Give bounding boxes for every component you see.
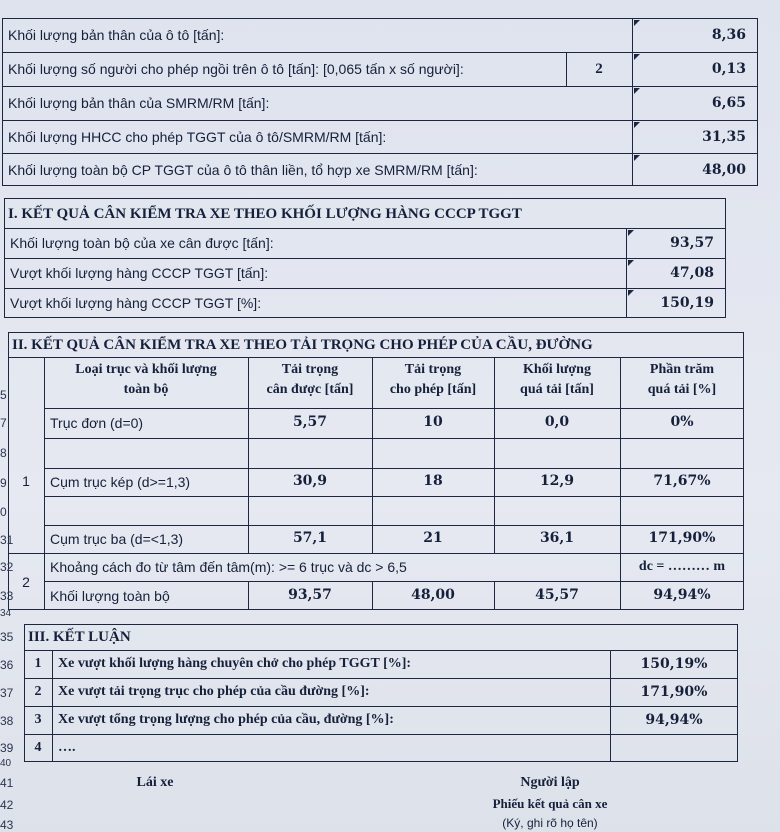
section2-title: II. KẾT QUẢ CÂN KIỂM TRA XE THEO TẢI TRỌNG CHO PHÉP CỦA CẦU, ĐƯỜNG [12,336,593,353]
conclusion-value[interactable] [610,734,738,762]
axle-group-number: 1 [22,472,30,489]
column-header-allowed: Tải trọng cho phép [tấn] [389,362,477,397]
slip-title: Phiếu kết quả cân xe [492,796,608,811]
column-header-axle-type: Loại trục và khối lượng toàn bộ [75,362,217,397]
axle-type: Cụm trục kép (d>=1,3) [50,474,191,490]
distance-value[interactable]: dc = ……… m [638,559,726,574]
section3-title: III. KẾT LUẬN [28,628,131,645]
top-row-label: Khối lượng bản thân của ô tô [tấn]: [8,27,225,43]
axle-weighed[interactable]: 57,1 [292,530,328,546]
preparer-signature-label: Người lập [520,775,580,790]
row-number: 41 [0,776,14,790]
row-number: 43 [0,818,14,832]
axle-allowed[interactable]: 18 [423,473,443,489]
axle-overload[interactable]: 36,1 [539,530,575,546]
row-number: 36 [0,658,14,672]
axle-percent[interactable]: 0% [670,414,694,430]
passenger-count[interactable]: 2 [595,60,603,77]
row-number: 40 [0,758,12,769]
total-overload[interactable]: 45,57 [535,587,579,603]
column-header-overload: Khối lượng quá tải [tấn] [520,362,594,397]
axle-percent[interactable]: 71,67% [653,473,711,489]
row-number: 9 [0,476,7,490]
conclusion-text: Xe vượt tải trọng trục cho phép của cầu đường [%]: [58,684,370,699]
axle-type: Trục đơn (d=0) [50,415,144,431]
total-type: Khối lượng toàn bộ [50,587,170,604]
row-number: 7 [0,416,7,430]
conclusion-number: 4 [34,740,42,755]
row-number: 33 [0,589,14,603]
section1-row-value[interactable]: 150,19 [660,295,714,311]
top-row-label: Khối lượng bản thân của SMRM/RM [tấn]: [8,95,270,111]
conclusion-number: 1 [34,656,42,671]
top-row-value[interactable]: 0,13 [711,61,746,77]
conclusion-number: 2 [34,684,42,699]
section1-row-label: Khối lượng toàn bộ của xe cân được [tấn]: [10,235,274,251]
conclusion-text: Xe vượt khối lượng hàng chuyên chở cho phép TGGT [%]: [58,656,412,671]
conclusion-value[interactable]: 94,94% [645,712,703,728]
driver-signature-label: Lái xe [136,775,174,790]
top-row-label: Khối lượng số người cho phép ngồi trên ô tô [tấn]: [0,065 tấn x số người]: [8,61,464,77]
top-row-value[interactable]: 6,65 [711,95,746,111]
total-percent[interactable]: 94,94% [653,587,711,603]
row-number: 0 [0,505,7,519]
row-number: 32 [0,560,14,574]
section1-row-label: Vượt khối lượng hàng CCCP TGGT [tấn]: [10,265,269,281]
top-row-value[interactable]: 48,00 [702,161,746,178]
distance-label: Khoảng cách đo từ tâm đến tâm(m): >= 6 trục và dc > 6,5 [50,559,407,575]
sign-note: (Ký, ghi rõ họ tên) [502,816,598,830]
axle-allowed[interactable]: 10 [423,414,443,430]
conclusion-value[interactable]: 171,90% [640,684,708,700]
axle-weighed[interactable]: 5,57 [292,414,328,430]
column-header-percent: Phần trăm quá tải [%] [647,362,717,397]
row-number: 8 [0,446,7,460]
row-number: 38 [0,714,14,728]
conclusion-text: Xe vượt tổng trọng lượng cho phép của cầu, đường [%]: [58,712,394,727]
conclusion-text: …. [58,740,76,755]
total-weighed[interactable]: 93,57 [288,587,332,603]
top-row-value[interactable]: 8,36 [711,27,746,43]
axle-overload[interactable]: 12,9 [539,473,575,489]
top-row-label: Khối lượng toàn bộ CP TGGT của ô tô thân liền, tổ hợp xe SMRM/RM [tấn]: [8,161,478,178]
total-group-number: 2 [22,573,30,590]
row-number: 5 [0,388,7,402]
row-number: 34 [0,608,12,619]
row-number: 39 [0,741,14,755]
section1-row-label: Vượt khối lượng hàng CCCP TGGT [%]: [10,295,262,311]
conclusion-value[interactable]: 150,19% [640,656,708,672]
axle-weighed[interactable]: 30,9 [292,473,328,489]
axle-percent[interactable]: 171,90% [648,530,716,546]
axle-overload[interactable]: 0,0 [544,414,570,430]
top-row-label: Khối lượng HHCC cho phép TGGT của ô tô/SMRM/RM [tấn]: [8,128,387,145]
conclusion-number: 3 [34,712,42,727]
section1-row-value[interactable]: 93,57 [670,235,714,251]
row-number: 31 [0,533,14,547]
section1-title: I. KẾT QUẢ CÂN KIỂM TRA XE THEO KHỐI LƯỢNG HÀNG CCCP TGGT [8,205,522,222]
axle-allowed[interactable]: 21 [423,530,443,546]
row-number: 42 [0,798,14,812]
axle-type: Cụm trục ba (d=<1,3) [50,531,184,547]
row-number: 37 [0,686,14,700]
total-allowed[interactable]: 48,00 [411,587,455,603]
column-header-weighed: Tải trọng cân được [tấn] [266,362,354,397]
section1-row-value[interactable]: 47,08 [670,265,714,281]
row-number: 35 [0,630,14,644]
top-row-value[interactable]: 31,35 [702,128,746,145]
